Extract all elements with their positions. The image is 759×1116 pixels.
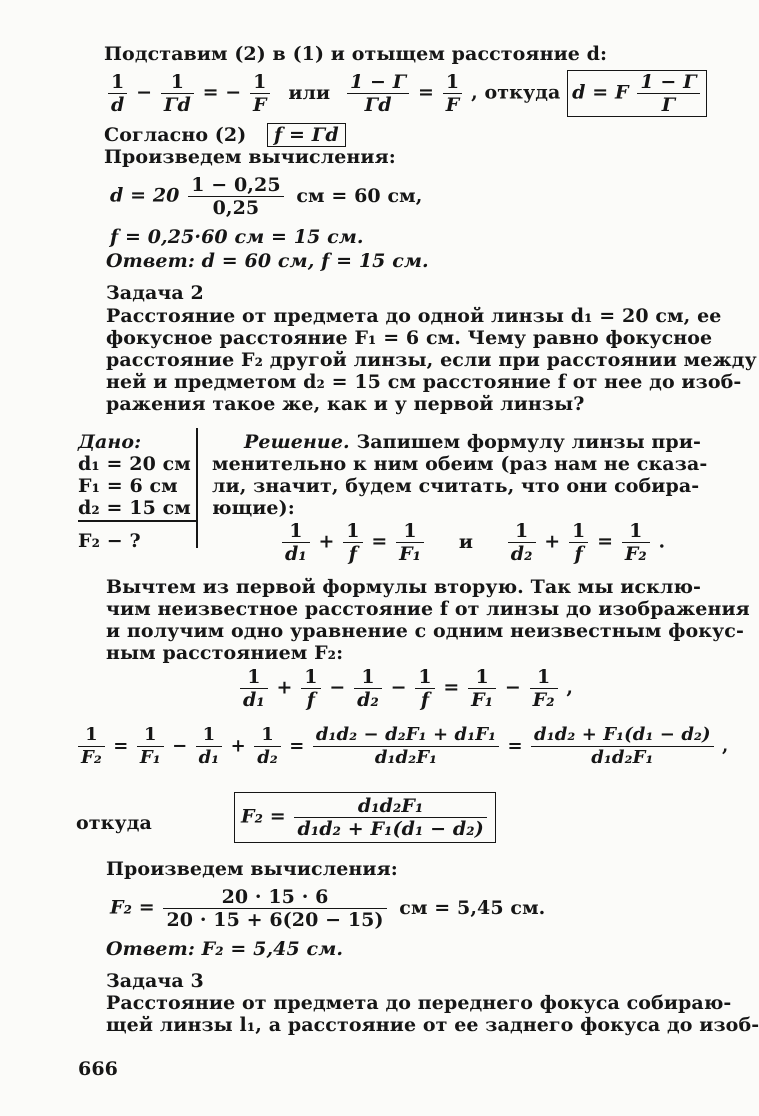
expanded-equation: $\frac{1}{\text{F₂}}$ = $\frac{1}{\text{F₁}}$ − $\frac{1}{\text{d₁}}$ + $\frac{1}{\text{d₂}}$ = $\frac{\text{d₁d₂ − d₂F₁ + d₁F₁}}{\text{d₁d₂F₁}}$ = $\frac{\text{d₁d₂ + F₁(d₁ − d₂)}}{\text{d₁d₂F₁}}$ , [76, 724, 728, 769]
lens-formulas: $\frac{1}{\text{d₁}}$ + $\frac{1}{f}$ = $\frac{1}{\text{F₁}}$ и $\frac{1}{\text{d₂}}$ + $\frac{1}{f}$ = $\frac{1}{\text{F₂}}$ . [280, 520, 665, 565]
boxed-result-d: d = F $\frac{1 - \Gamma}{\Gamma}$ [567, 70, 707, 117]
subtract-3: и получим одно уравнение с одним неизвестным фокус- [106, 620, 744, 642]
whence-label: откуда [76, 812, 152, 834]
boxed-f: f = Γd [267, 123, 346, 147]
answer-2: Ответ: F₂ = 5,45 см. [106, 938, 344, 960]
subtract-2: чим неизвестное расстояние f от линзы до изображения [106, 598, 750, 620]
task2-text-2: фокусное расстояние F₁ = 6 см. Чему равно фокусное [106, 327, 713, 349]
solution-2: менительно к ним обеим (раз нам не сказа- [212, 453, 708, 475]
answer-1: Ответ: d = 60 см, f = 15 см. [106, 250, 429, 272]
d-calculation: d = 20 $\frac{1 - 0,25}{0,25}$ см = 60 см, [110, 174, 423, 219]
calc-label-2: Произведем вычисления: [106, 858, 398, 880]
task2-text-5: ражения такое же, как и у первой линзы? [106, 393, 585, 415]
given-3: d₂ = 15 см [78, 497, 191, 519]
F2-calculation: F₂ = $\frac{20 \cdot 15 \cdot 6}{20 \cdot 15 + 6(20 - 15)}$ см = 5,45 см. [110, 886, 546, 931]
given-1: d₁ = 20 см [78, 453, 191, 475]
according-line: Согласно (2) f = Γd [104, 123, 346, 147]
solution-4: ющие): [212, 497, 295, 519]
intro-line: Подставим (2) в (1) и отыщем расстояние d: [104, 43, 608, 65]
task2-text-3: расстояние F₂ другой линзы, если при расстоянии между [106, 349, 757, 371]
subtract-1: Вычтем из первой формулы вторую. Так мы исклю- [106, 576, 702, 598]
boxed-result-F2: F₂ = $\frac{\text{d₁d₂F₁}}{\text{d₁d₂ + F₁(d₁ − d₂)}}$ [234, 792, 496, 843]
task3-text-2: щей линзы l₁, а расстояние от ее заднего фокуса до изоб- [106, 1014, 759, 1036]
given-find: F₂ − ? [78, 530, 141, 552]
given-title: Дано: [78, 431, 142, 453]
given-2: F₁ = 6 см [78, 475, 178, 497]
page-number: 666 [78, 1058, 118, 1080]
task3-title: Задача 3 [106, 970, 204, 992]
calc-label: Произведем вычисления: [104, 146, 396, 168]
equation-row-1: $\frac{1}{d}$ − $\frac{1}{\Gamma d}$ = − $\frac{1}{F}$ или $\frac{1 - \Gamma}{\Gamma d}$ = $\frac{1}{F}$ , откуда d = F $\frac{1 - \Gamma}{\Gamma}$ [106, 70, 707, 117]
task2-title: Задача 2 [106, 282, 204, 304]
solution-1: Решение. Запишем формулу линзы при- [244, 431, 701, 453]
given-underline [78, 520, 196, 522]
given-vertical-rule [196, 428, 198, 548]
task2-text-4: ней и предметом d₂ = 15 см расстояние f от нее до изоб- [106, 371, 742, 393]
subtract-4: ным расстоянием F₂: [106, 642, 344, 664]
task2-text-1: Расстояние от предмета до одной линзы d₁ = 20 см, ее [106, 305, 722, 327]
difference-equation: $\frac{1}{\text{d₁}}$ + $\frac{1}{f}$ − $\frac{1}{\text{d₂}}$ − $\frac{1}{f}$ = $\frac{1}{\text{F₁}}$ − $\frac{1}{\text{F₂}}$ , [238, 666, 573, 711]
f-calculation: f = 0,25·60 см = 15 см. [110, 226, 364, 248]
solution-3: ли, значит, будем считать, что они собира- [212, 475, 700, 497]
task3-text-1: Расстояние от предмета до переднего фокуса собираю- [106, 992, 732, 1014]
